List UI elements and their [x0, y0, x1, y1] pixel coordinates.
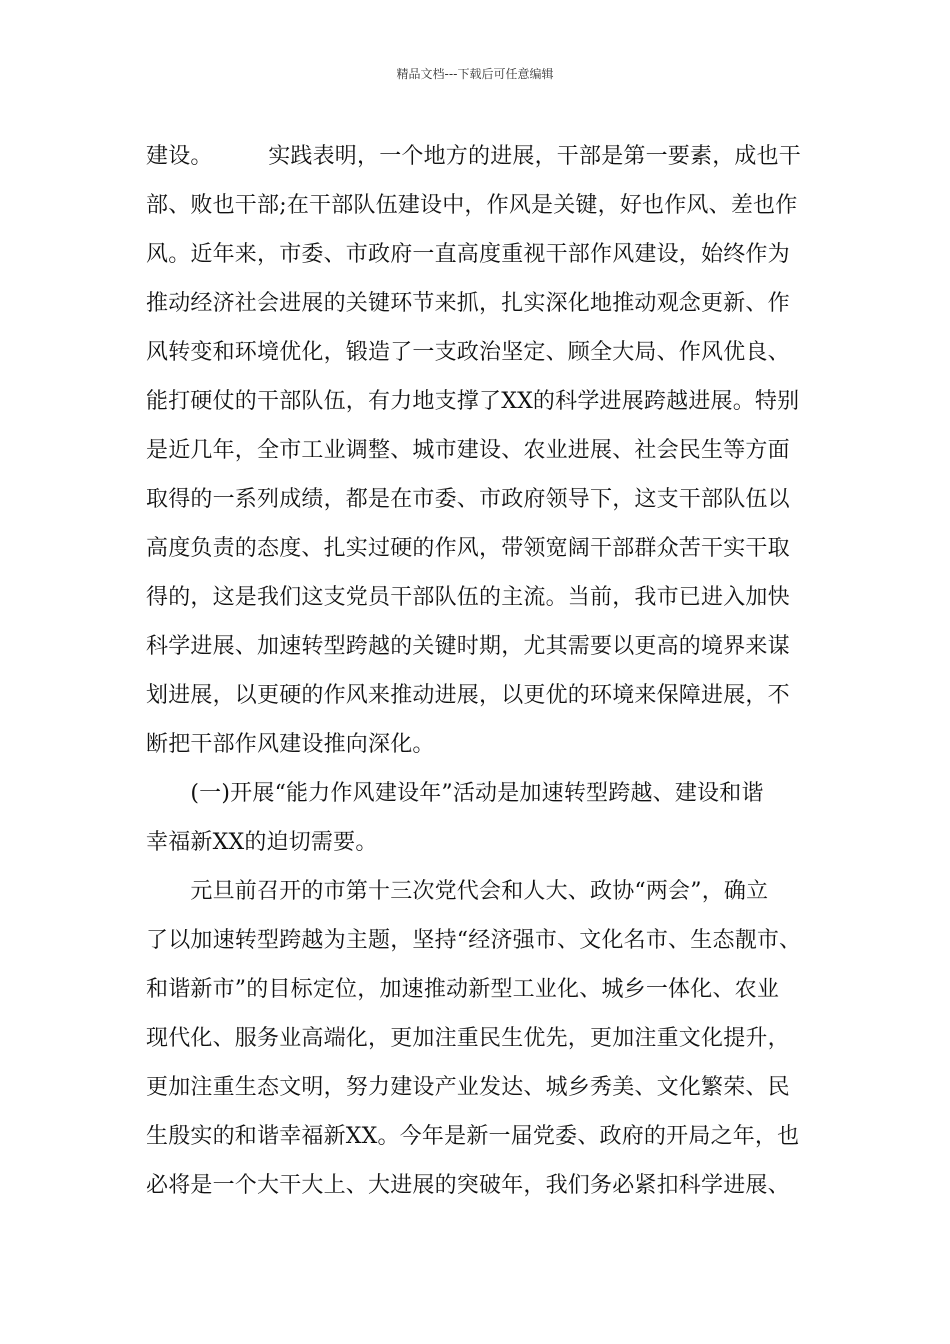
- text-line: 风转变和环境优化，锻造了一支政治坚定、顾全大局、作风优良、: [146, 340, 790, 365]
- text-line: 取得的一系列成绩，都是在市委、市政府领导下，这支干部队伍以: [146, 487, 790, 512]
- text-line: 更加注重生态文明，努力建设产业发达、城乡秀美、文化繁荣、民: [146, 1075, 790, 1100]
- text-line: 了以加速转型跨越为主题，坚持“经济强市、文化名市、生态靓市、: [146, 928, 802, 953]
- text-line: 是近几年，全市工业调整、城市建设、农业进展、社会民生等方面: [146, 438, 790, 463]
- text-line: 建设。 实践表明，一个地方的进展，干部是第一要素，成也干: [146, 144, 802, 169]
- document-body: [146, 132, 826, 1210]
- text-line: (一)开展“能力作风建设年”活动是加速转型跨越、建设和谐: [146, 781, 764, 806]
- text-line: 能打硬仗的干部队伍，有力地支撑了XX的科学进展跨越进展。特别: [146, 389, 800, 414]
- text-line: 部、败也干部;在干部队伍建设中，作风是关键，好也作风、差也作: [146, 193, 798, 218]
- text-line: 高度负责的态度、扎实过硬的作风，带领宽阔干部群众苦干实干取: [146, 536, 790, 561]
- text-line: 断把干部作风建设推向深化。: [146, 732, 435, 757]
- text-line: 生殷实的和谐幸福新XX。今年是新一届党委、政府的开局之年，也: [146, 1124, 800, 1149]
- text-line: 风。近年来，市委、市政府一直高度重视干部作风建设，始终作为: [146, 242, 790, 267]
- text-line: 得的，这是我们这支党员干部队伍的主流。当前，我市已进入加快: [146, 585, 790, 610]
- text-line: 幸福新XX的迫切需要。: [146, 830, 378, 855]
- text-line: 科学进展、加速转型跨越的关键时期，尤其需要以更高的境界来谋: [146, 634, 790, 659]
- text-line: 和谐新市”的目标定位，加速推动新型工业化、城乡一体化、农业: [146, 977, 780, 1002]
- text-line: 划进展，以更硬的作风来推动进展，以更优的环境来保障进展，不: [146, 683, 790, 708]
- text-line: 现代化、服务业高端化，更加注重民生优先，更加注重文化提升，: [146, 1026, 790, 1051]
- text-line: 必将是一个大干大上、大进展的突破年，我们务必紧扣科学进展、: [146, 1173, 790, 1198]
- text-line: 元旦前召开的市第十三次党代会和人大、政协“两会”，确立: [146, 879, 769, 904]
- text-line: 推动经济社会进展的关键环节来抓，扎实深化地推动观念更新、作: [146, 291, 790, 316]
- page-header: 精品文档---下载后可任意编辑: [396, 67, 554, 81]
